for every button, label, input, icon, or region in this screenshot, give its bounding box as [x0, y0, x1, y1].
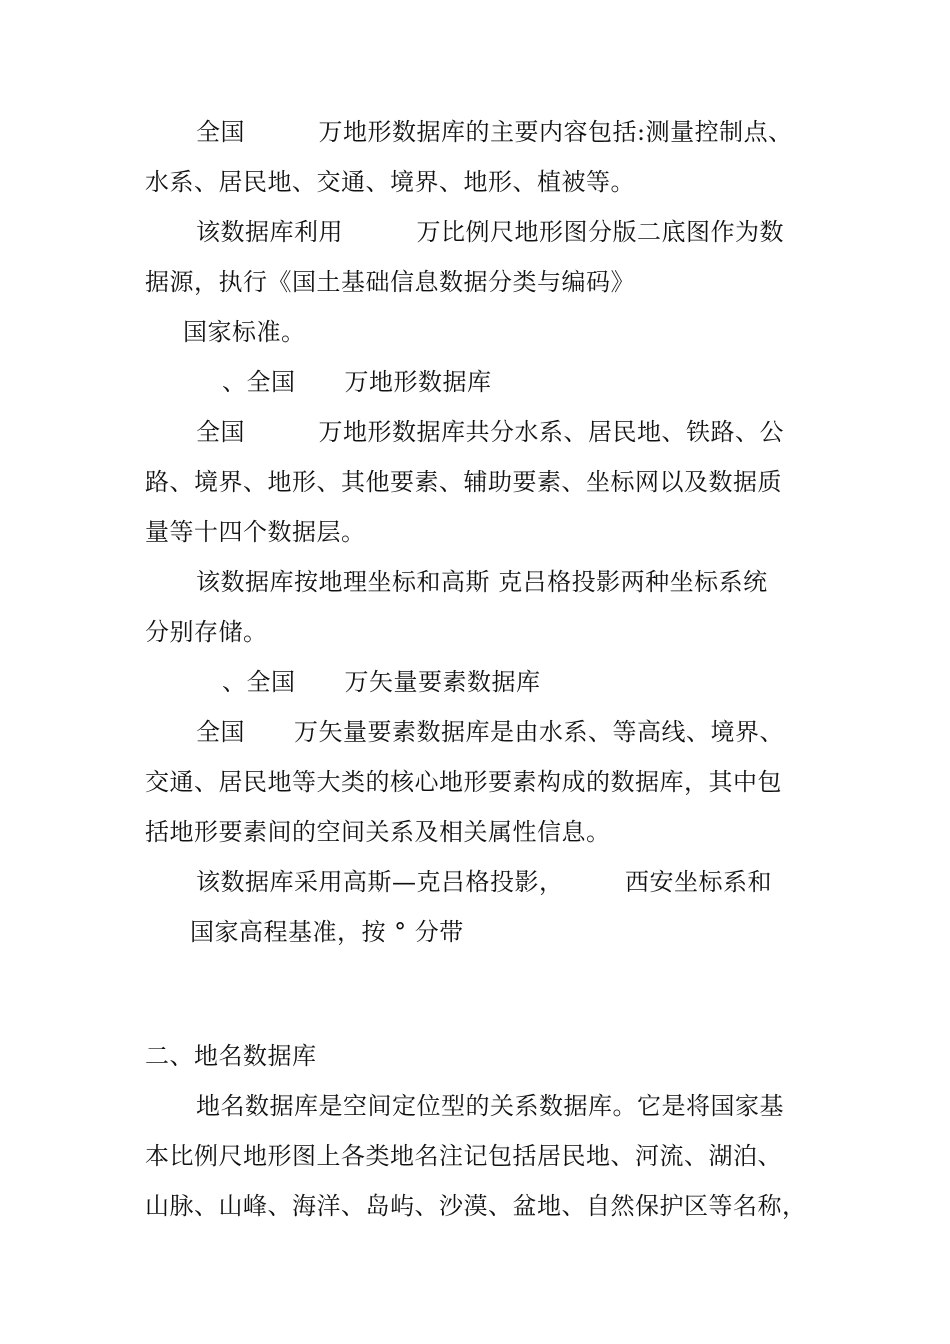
section-heading: 二、地名数据库 [145, 1042, 317, 1070]
paragraph-line: 交通、居民地等大类的核心地形要素构成的数据库，其中包 [145, 768, 782, 796]
paragraph-line: 地名数据库是空间定位型的关系数据库。它是将国家基 [196, 1092, 784, 1120]
paragraph-line: 路、境界、地形、其他要素、辅助要素、坐标网以及数据质 [145, 468, 782, 496]
paragraph-line: 该数据库利用 万比例尺地形图分版二底图作为数 [196, 218, 784, 246]
paragraph-line: 该数据库按地理坐标和高斯 克吕格投影两种坐标系统 [196, 568, 768, 596]
paragraph-line: 全国 万矢量要素数据库是由水系、等高线、境界、 [196, 718, 784, 746]
section-heading: 、全国 万地形数据库 [222, 368, 492, 396]
paragraph-line: 国家标准。 [183, 318, 306, 346]
paragraph-line: 国家高程基准，按 ° 分带 [190, 918, 464, 946]
paragraph-line: 据源，执行《国土基础信息数据分类与编码》 [145, 268, 635, 296]
section-heading: 、全国 万矢量要素数据库 [222, 668, 541, 696]
paragraph-line: 量等十四个数据层。 [145, 518, 366, 546]
paragraph-line: 分别存储。 [145, 618, 268, 646]
paragraph-line: 括地形要素间的空间关系及相关属性信息。 [145, 818, 611, 846]
paragraph-line: 全国 万地形数据库的主要内容包括:测量控制点、 [196, 118, 793, 146]
paragraph-line: 山脉、山峰、海洋、岛屿、沙漠、盆地、自然保护区等名称， [145, 1192, 807, 1220]
paragraph-line: 水系、居民地、交通、境界、地形、植被等。 [145, 168, 635, 196]
paragraph-line: 该数据库采用高斯—克吕格投影， 西安坐标系和 [196, 868, 772, 896]
paragraph-line: 本比例尺地形图上各类地名注记包括居民地、河流、湖泊、 [145, 1142, 782, 1170]
paragraph-line: 全国 万地形数据库共分水系、居民地、铁路、公 [196, 418, 784, 446]
